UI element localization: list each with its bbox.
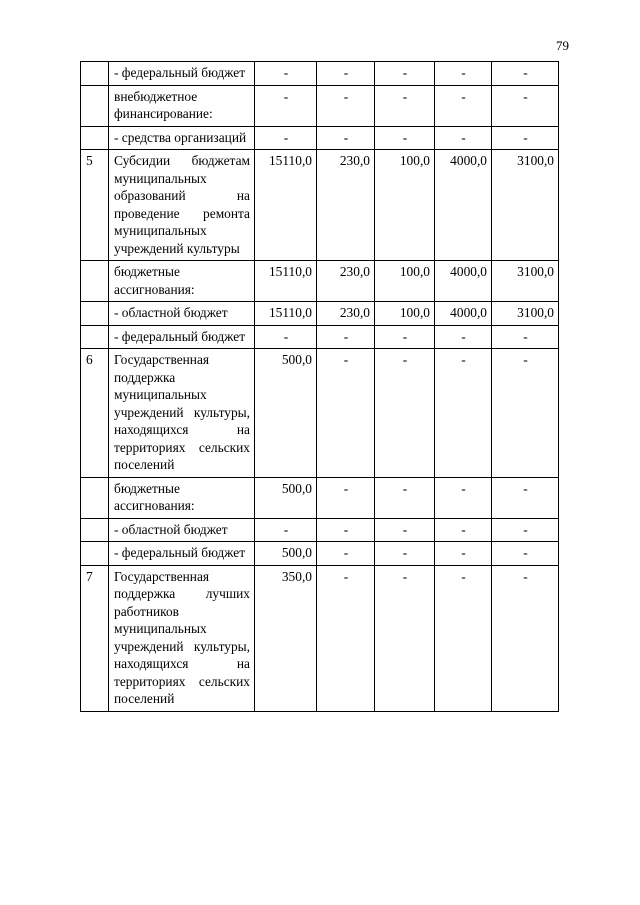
value-cell: - bbox=[435, 477, 492, 518]
value-cell: 230,0 bbox=[317, 302, 375, 326]
table-row bbox=[81, 518, 559, 542]
row-name-cell: бюджетные ассигнования: bbox=[109, 477, 255, 518]
value-cell: 100,0 bbox=[375, 302, 435, 326]
value-cell: - bbox=[492, 518, 559, 542]
value-cell: - bbox=[317, 126, 375, 150]
value-cell: - bbox=[375, 518, 435, 542]
value-cell: - bbox=[492, 542, 559, 566]
value-cell: 4000,0 bbox=[435, 150, 492, 261]
value-cell: - bbox=[375, 62, 435, 86]
value-cell: 500,0 bbox=[255, 349, 317, 478]
row-name-cell: - федеральный бюджет bbox=[109, 325, 255, 349]
row-name-cell: Государственная поддержка муниципальных учреждений культуры, находящихся на территориях сельских поселений bbox=[109, 349, 255, 478]
value-cell: - bbox=[255, 126, 317, 150]
value-cell: - bbox=[375, 542, 435, 566]
table-row bbox=[81, 261, 559, 302]
value-cell: - bbox=[375, 477, 435, 518]
row-number-cell: 7 bbox=[81, 565, 109, 711]
table-row bbox=[81, 62, 559, 86]
value-cell: 15110,0 bbox=[255, 261, 317, 302]
row-number-cell: 6 bbox=[81, 349, 109, 478]
table-row bbox=[81, 325, 559, 349]
row-name-cell: - федеральный бюджет bbox=[109, 62, 255, 86]
table-row bbox=[81, 302, 559, 326]
row-number-cell bbox=[81, 542, 109, 566]
row-number-cell bbox=[81, 126, 109, 150]
value-cell: - bbox=[435, 542, 492, 566]
value-cell: 350,0 bbox=[255, 565, 317, 711]
table-row bbox=[81, 565, 559, 711]
row-name-cell: - средства организаций bbox=[109, 126, 255, 150]
value-cell: - bbox=[317, 565, 375, 711]
value-cell: - bbox=[375, 126, 435, 150]
value-cell: - bbox=[317, 85, 375, 126]
table-row bbox=[81, 349, 559, 478]
page-number: 79 bbox=[556, 38, 569, 53]
value-cell: 3100,0 bbox=[492, 150, 559, 261]
table-row bbox=[81, 150, 559, 261]
value-cell: - bbox=[375, 85, 435, 126]
value-cell: - bbox=[375, 565, 435, 711]
table-row bbox=[81, 85, 559, 126]
value-cell: 500,0 bbox=[255, 477, 317, 518]
value-cell: - bbox=[492, 477, 559, 518]
value-cell: 4000,0 bbox=[435, 302, 492, 326]
value-cell: - bbox=[255, 85, 317, 126]
value-cell: - bbox=[492, 85, 559, 126]
value-cell: - bbox=[317, 325, 375, 349]
value-cell: - bbox=[435, 85, 492, 126]
value-cell: 3100,0 bbox=[492, 302, 559, 326]
value-cell: 500,0 bbox=[255, 542, 317, 566]
row-name-cell: - областной бюджет bbox=[109, 518, 255, 542]
value-cell: - bbox=[435, 349, 492, 478]
value-cell: 15110,0 bbox=[255, 302, 317, 326]
value-cell: - bbox=[492, 565, 559, 711]
value-cell: - bbox=[317, 62, 375, 86]
row-number-cell: 5 bbox=[81, 150, 109, 261]
value-cell: - bbox=[375, 325, 435, 349]
value-cell: - bbox=[435, 62, 492, 86]
value-cell: - bbox=[317, 518, 375, 542]
value-cell: 100,0 bbox=[375, 261, 435, 302]
value-cell: 15110,0 bbox=[255, 150, 317, 261]
row-number-cell bbox=[81, 518, 109, 542]
value-cell: 4000,0 bbox=[435, 261, 492, 302]
value-cell: - bbox=[255, 62, 317, 86]
value-cell: - bbox=[317, 349, 375, 478]
value-cell: - bbox=[255, 325, 317, 349]
value-cell: - bbox=[317, 542, 375, 566]
row-number-cell bbox=[81, 325, 109, 349]
row-name-cell: - федеральный бюджет bbox=[109, 542, 255, 566]
row-name-cell: внебюджетное финансирование: bbox=[109, 85, 255, 126]
value-cell: 3100,0 bbox=[492, 261, 559, 302]
table-row bbox=[81, 126, 559, 150]
row-name-cell: бюджетные ассигнования: bbox=[109, 261, 255, 302]
row-number-cell bbox=[81, 477, 109, 518]
value-cell: - bbox=[435, 126, 492, 150]
value-cell: 100,0 bbox=[375, 150, 435, 261]
row-name-cell: Субсидии бюджетам муниципальных образований на проведение ремонта муниципальных учреждений культуры bbox=[109, 150, 255, 261]
table-row bbox=[81, 477, 559, 518]
row-number-cell bbox=[81, 85, 109, 126]
value-cell: - bbox=[435, 325, 492, 349]
row-number-cell bbox=[81, 62, 109, 86]
value-cell: - bbox=[492, 62, 559, 86]
value-cell: - bbox=[492, 126, 559, 150]
value-cell: - bbox=[375, 349, 435, 478]
table-row bbox=[81, 542, 559, 566]
budget-table bbox=[80, 61, 559, 712]
value-cell: - bbox=[317, 477, 375, 518]
budget-table-body bbox=[81, 62, 559, 712]
value-cell: - bbox=[255, 518, 317, 542]
value-cell: - bbox=[435, 518, 492, 542]
row-name-cell: Государственная поддержка лучших работников муниципальных учреждений культуры, находящихся на территориях сельских поселений bbox=[109, 565, 255, 711]
value-cell: - bbox=[492, 349, 559, 478]
row-name-cell: - областной бюджет bbox=[109, 302, 255, 326]
value-cell: - bbox=[435, 565, 492, 711]
row-number-cell bbox=[81, 261, 109, 302]
row-number-cell bbox=[81, 302, 109, 326]
value-cell: 230,0 bbox=[317, 150, 375, 261]
value-cell: - bbox=[492, 325, 559, 349]
value-cell: 230,0 bbox=[317, 261, 375, 302]
